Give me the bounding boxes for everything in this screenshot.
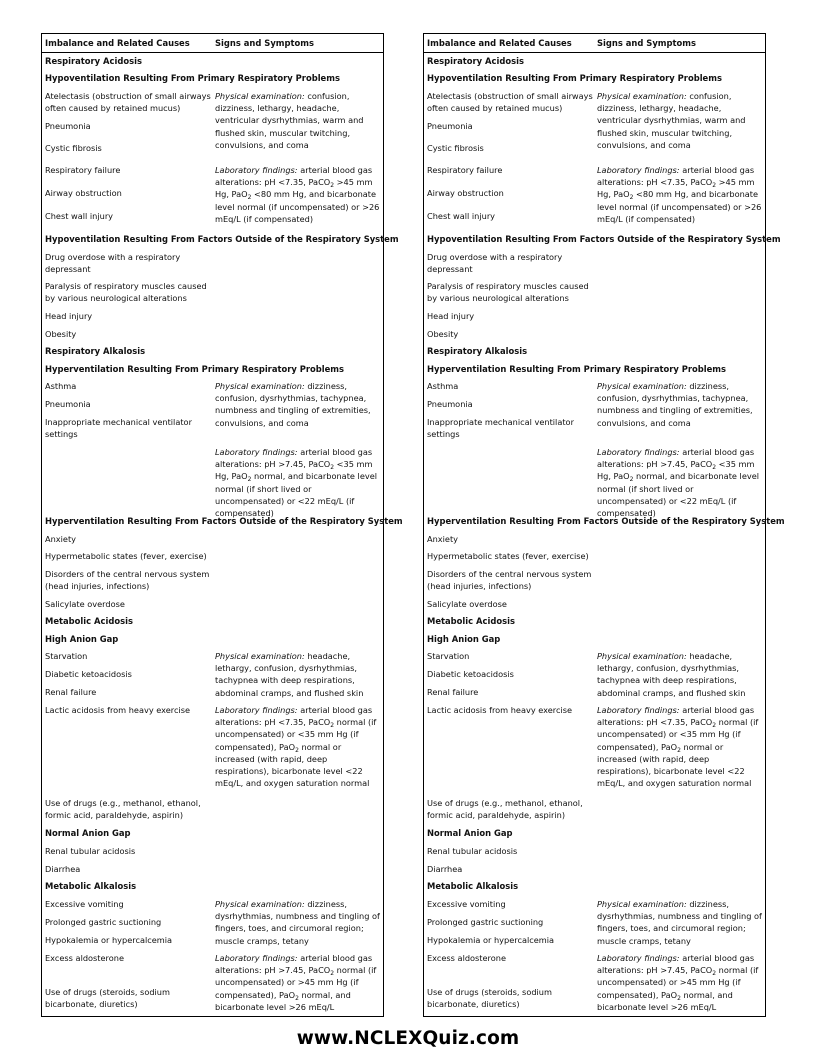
cause-item: Salicylate overdose — [45, 599, 125, 609]
section-metabolic-alkalosis: Metabolic Alkalosis — [427, 881, 519, 891]
cause-item: Obesity — [45, 329, 77, 339]
cause-item: Lactic acidosis from heavy exercise — [427, 705, 573, 715]
cause-item: Excessive vomiting — [45, 899, 124, 909]
cause-item: Paralysis of respiratory muscles caused by various neurological alterations — [427, 281, 589, 303]
cause-item: Pneumonia — [45, 121, 91, 131]
header-imbalance: Imbalance and Related Causes — [427, 38, 572, 48]
footer-website: www.NCLEXQuiz.com — [296, 1028, 520, 1049]
lab-findings-text: Laboratory findings: arterial blood gas alterations: pH >7.45, PaCO$_2$ <35 mm Hg, PaO$_2$ normal, and bicarbonate level normal (if short lived or uncompensated) or <22 mEq/L (if compensated) — [215, 447, 378, 519]
cause-item: Atelectasis (obstruction of small airways often caused by retained mucus) — [427, 91, 593, 113]
lab-findings-text: Laboratory findings: arterial blood gas alterations: pH >7.45, PaCO$_2$ normal (if uncompensated) or >45 mm Hg (if compensated), PaO$_2$ normal, and bicarbonate level >26 mEq/L — [215, 953, 377, 1012]
subsection-normal-anion-gap: Normal Anion Gap — [427, 828, 513, 838]
subsection-high-anion-gap: High Anion Gap — [45, 634, 119, 644]
physical-exam-text: Physical examination: confusion, dizziness, lethargy, headache, ventricular dysrhythmias, warm and flushed skin, muscular twitching, convulsions, and coma — [597, 91, 746, 150]
physical-exam-text: Physical examination: dizziness, dysrhythmias, numbness and tingling of fingers, toes, and circumoral region; muscle cramps, tetany — [597, 899, 762, 946]
cause-item: Use of drugs (steroids, sodium bicarbonate, diuretics) — [427, 987, 552, 1009]
cause-item: Renal tubular acidosis — [427, 846, 518, 856]
lab-findings-text: Laboratory findings: arterial blood gas alterations: pH <7.35, PaCO$_2$ >45 mm Hg, PaO$_2$ <80 mm Hg, and bicarbonate level normal (if uncompensated) or >26 mEq/L (if compensated) — [215, 165, 380, 224]
cause-item: Pneumonia — [45, 399, 91, 409]
cause-item: Hypokalemia or hypercalcemia — [45, 935, 173, 945]
subsection-normal-anion-gap: Normal Anion Gap — [45, 828, 131, 838]
physical-exam-text: Physical examination: dizziness, dysrhythmias, numbness and tingling of fingers, toes, and circumoral region; muscle cramps, tetany — [215, 899, 380, 946]
section-metabolic-acidosis: Metabolic Acidosis — [45, 616, 133, 626]
cause-item: Diabetic ketoacidosis — [427, 669, 514, 679]
section-respiratory-alkalosis: Respiratory Alkalosis — [427, 346, 528, 356]
cause-item: Paralysis of respiratory muscles caused by various neurological alterations — [45, 281, 207, 303]
subsection-hypoventilation-outside: Hypoventilation Resulting From Factors Outside of the Respiratory System — [45, 234, 399, 244]
physical-exam-text: Physical examination: headache, lethargy, confusion, dysrhythmias, tachypnea with deep respirations, abdominal cramps, and flushed skin — [597, 651, 746, 698]
section-respiratory-alkalosis: Respiratory Alkalosis — [45, 346, 146, 356]
physical-exam-text: Physical examination: headache, lethargy, confusion, dysrhythmias, tachypnea with deep respirations, abdominal cramps, and flushed skin — [215, 651, 364, 698]
cause-item: Inappropriate mechanical ventilator settings — [45, 417, 192, 439]
cause-item: Atelectasis (obstruction of small airways often caused by retained mucus) — [45, 91, 211, 113]
cause-item: Disorders of the central nervous system (head injuries, infections) — [427, 569, 592, 591]
cause-item: Anxiety — [427, 534, 459, 544]
header-signs: Signs and Symptoms — [597, 38, 696, 48]
lab-findings-text: Laboratory findings: arterial blood gas alterations: pH >7.45, PaCO$_2$ normal (if uncompensated) or >45 mm Hg (if compensated), PaO$_2$ normal, and bicarbonate level >26 mEq/L — [597, 953, 759, 1012]
cause-item: Salicylate overdose — [427, 599, 507, 609]
cause-item: Cystic fibrosis — [427, 143, 484, 153]
cause-item: Hypermetabolic states (fever, exercise) — [45, 551, 207, 561]
imbalance-table-left — [41, 33, 403, 1017]
cause-item: Cystic fibrosis — [45, 143, 102, 153]
cause-item: Chest wall injury — [45, 211, 114, 221]
cause-item: Airway obstruction — [45, 188, 122, 198]
cause-item: Use of drugs (steroids, sodium bicarbonate, diuretics) — [45, 987, 170, 1009]
subsection-hypoventilation-primary: Hypoventilation Resulting From Primary Respiratory Problems — [427, 73, 722, 83]
table-header — [42, 34, 383, 53]
subsection-hypoventilation-primary: Hypoventilation Resulting From Primary Respiratory Problems — [45, 73, 340, 83]
cause-item: Lactic acidosis from heavy exercise — [45, 705, 191, 715]
cause-item: Head injury — [427, 311, 475, 321]
cause-item: Diabetic ketoacidosis — [45, 669, 132, 679]
subsection-hypoventilation-outside: Hypoventilation Resulting From Factors Outside of the Respiratory System — [427, 234, 781, 244]
cause-item: Excess aldosterone — [45, 953, 124, 963]
cause-item: Obesity — [427, 329, 459, 339]
cause-item: Starvation — [427, 651, 470, 661]
cause-item: Starvation — [45, 651, 88, 661]
physical-exam-text: Physical examination: confusion, dizziness, lethargy, headache, ventricular dysrhythmias, warm and flushed skin, muscular twitching, convulsions, and coma — [215, 91, 364, 150]
section-respiratory-acidosis: Respiratory Acidosis — [45, 56, 142, 66]
cause-item: Diarrhea — [45, 864, 81, 874]
cause-item: Use of drugs (e.g., methanol, ethanol, formic acid, paraldehyde, aspirin) — [427, 798, 583, 820]
cause-item: Excess aldosterone — [427, 953, 506, 963]
physical-exam-text: Physical examination: dizziness, confusion, dysrhythmias, tachypnea, numbness and tingling of extremities, convulsions, and coma — [215, 381, 371, 428]
subsection-hyperventilation-primary: Hyperventilation Resulting From Primary Respiratory Problems — [427, 364, 727, 374]
section-metabolic-alkalosis: Metabolic Alkalosis — [45, 881, 137, 891]
cause-item: Asthma — [427, 381, 459, 391]
header-signs: Signs and Symptoms — [215, 38, 314, 48]
cause-item: Chest wall injury — [427, 211, 496, 221]
imbalance-table-right — [423, 33, 785, 1017]
cause-item: Drug overdose with a respiratory depressant — [427, 252, 563, 274]
section-metabolic-acidosis: Metabolic Acidosis — [427, 616, 515, 626]
cause-item: Drug overdose with a respiratory depressant — [45, 252, 181, 274]
cause-item: Head injury — [45, 311, 93, 321]
lab-findings-text: Laboratory findings: arterial blood gas alterations: pH <7.35, PaCO$_2$ normal (if uncompensated) or <35 mm Hg (if compensated), PaO$_2$ normal or increased (with rapid, deep respirations), bicarbonate level <22 mEq/L, and oxygen saturation normal — [215, 705, 377, 789]
cause-item: Hypermetabolic states (fever, exercise) — [427, 551, 589, 561]
cause-item: Inappropriate mechanical ventilator settings — [427, 417, 574, 439]
subsection-hyperventilation-outside: Hyperventilation Resulting From Factors Outside of the Respiratory System — [427, 516, 785, 526]
header-imbalance: Imbalance and Related Causes — [45, 38, 190, 48]
cause-item: Anxiety — [45, 534, 77, 544]
cause-item: Respiratory failure — [45, 165, 121, 175]
subsection-hyperventilation-outside: Hyperventilation Resulting From Factors Outside of the Respiratory System — [45, 516, 403, 526]
cause-item: Diarrhea — [427, 864, 463, 874]
cause-item: Respiratory failure — [427, 165, 503, 175]
cause-item: Disorders of the central nervous system (head injuries, infections) — [45, 569, 210, 591]
lab-findings-text: Laboratory findings: arterial blood gas alterations: pH >7.45, PaCO$_2$ <35 mm Hg, PaO$_2$ normal, and bicarbonate level normal (if short lived or uncompensated) or <22 mEq/L (if compensated) — [597, 447, 760, 519]
subsection-hyperventilation-primary: Hyperventilation Resulting From Primary Respiratory Problems — [45, 364, 345, 374]
cause-item: Pneumonia — [427, 399, 473, 409]
cause-item: Use of drugs (e.g., methanol, ethanol, formic acid, paraldehyde, aspirin) — [45, 798, 201, 820]
cause-item: Pneumonia — [427, 121, 473, 131]
lab-findings-text: Laboratory findings: arterial blood gas alterations: pH <7.35, PaCO$_2$ >45 mm Hg, PaO$_2$ <80 mm Hg, and bicarbonate level normal (if uncompensated) or >26 mEq/L (if compensated) — [597, 165, 762, 224]
cause-item: Airway obstruction — [427, 188, 504, 198]
cause-item: Prolonged gastric suctioning — [427, 917, 544, 927]
section-respiratory-acidosis: Respiratory Acidosis — [427, 56, 524, 66]
cause-item: Renal failure — [45, 687, 97, 697]
cause-item: Prolonged gastric suctioning — [45, 917, 162, 927]
cause-item: Renal failure — [427, 687, 479, 697]
table-header — [424, 34, 765, 53]
cause-item: Asthma — [45, 381, 77, 391]
subsection-high-anion-gap: High Anion Gap — [427, 634, 501, 644]
lab-findings-text: Laboratory findings: arterial blood gas alterations: pH <7.35, PaCO$_2$ normal (if uncompensated) or <35 mm Hg (if compensated), PaO$_2$ normal or increased (with rapid, deep respirations), bicarbonate level <22 mEq/L, and oxygen saturation normal — [597, 705, 759, 789]
cause-item: Excessive vomiting — [427, 899, 506, 909]
cause-item: Renal tubular acidosis — [45, 846, 136, 856]
cause-item: Hypokalemia or hypercalcemia — [427, 935, 555, 945]
physical-exam-text: Physical examination: dizziness, confusion, dysrhythmias, tachypnea, numbness and tingling of extremities, convulsions, and coma — [597, 381, 753, 428]
